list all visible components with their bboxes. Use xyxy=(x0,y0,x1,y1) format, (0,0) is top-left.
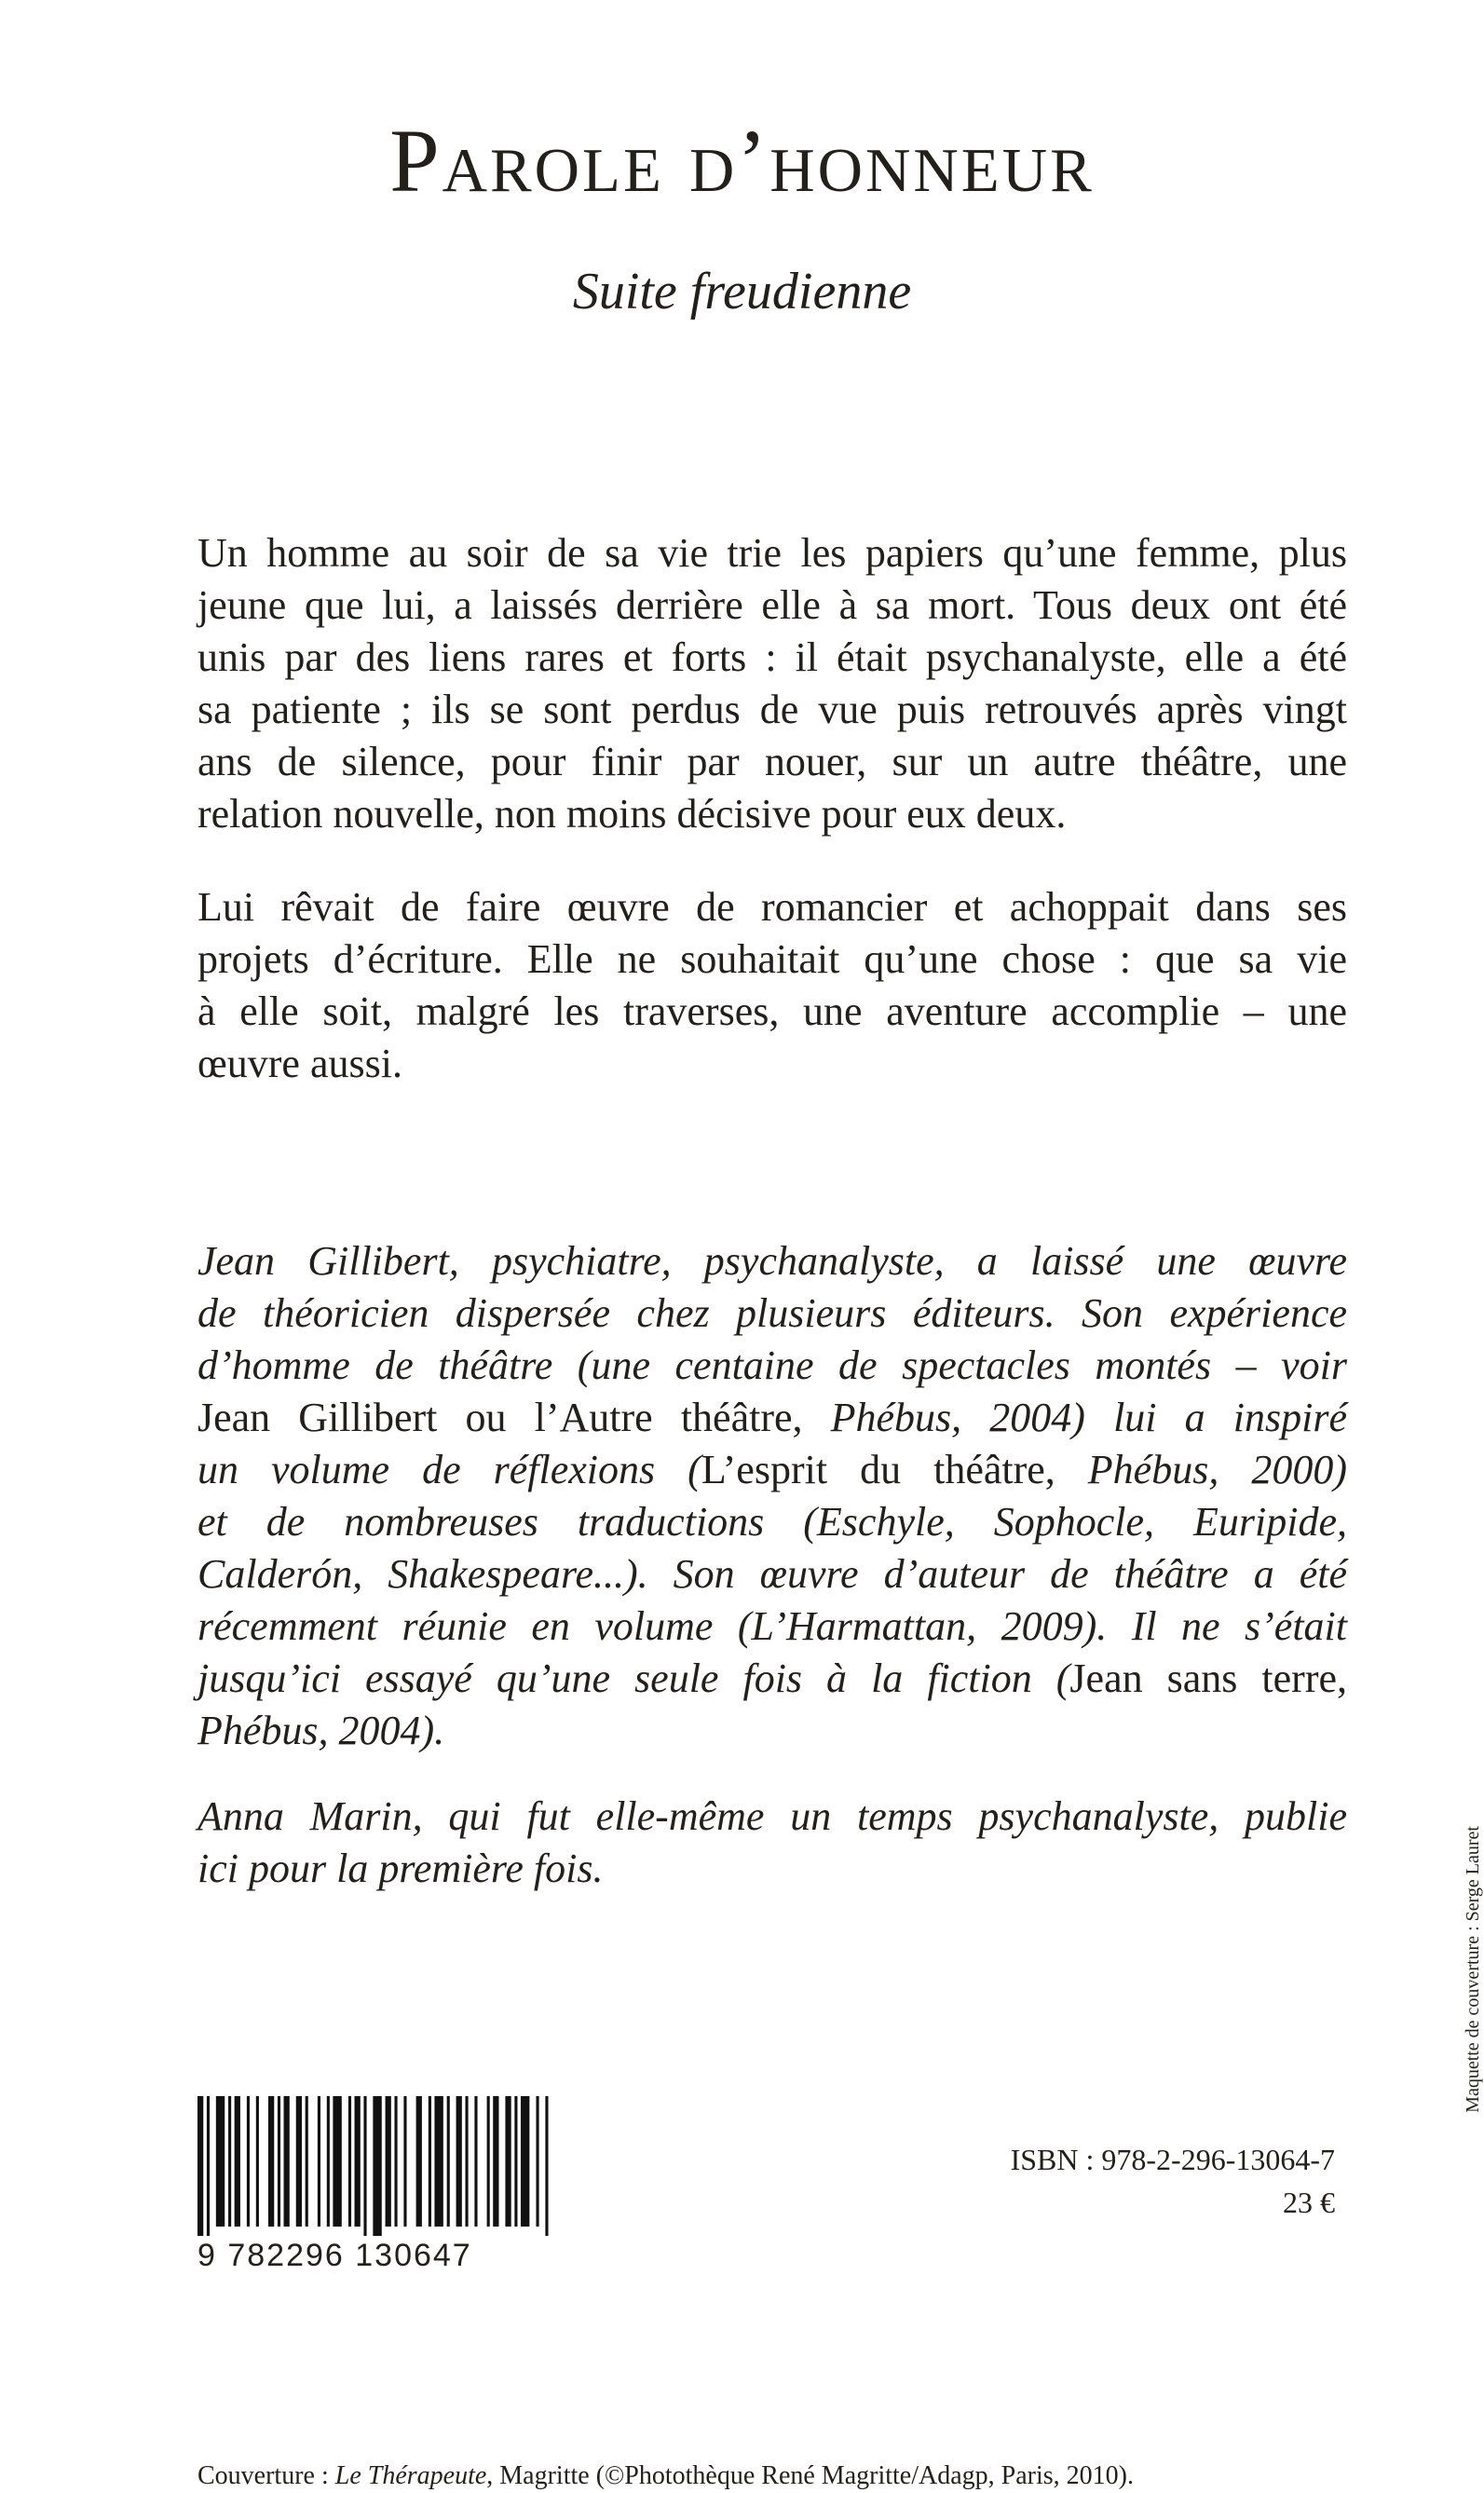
text-line: Un homme au soir de sa vie trie les papiers qu’une femme, plus xyxy=(197,530,1347,576)
cover-credit: Couverture : Le Thérapeute, Magritte (©Photothèque René Magritte/Adagp, Paris, 2010). xyxy=(197,2461,1134,2490)
barcode-bar xyxy=(268,2096,274,2227)
barcode-bar xyxy=(256,2096,259,2227)
barcode-bar xyxy=(394,2096,397,2227)
barcode-bar xyxy=(306,2096,308,2227)
isbn: ISBN : 978-2-296-13064-7 xyxy=(1010,2143,1335,2176)
text-line: projets d’écriture. Elle ne souhaitait qu’une chose : que sa vie xyxy=(197,936,1347,982)
barcode-bar xyxy=(514,2096,517,2227)
coauthor-bio-paragraph xyxy=(197,1791,1347,1895)
barcode-bar xyxy=(536,2096,538,2227)
text-line xyxy=(197,1444,1347,1496)
barcode-bar xyxy=(216,2096,225,2227)
barcode-bar xyxy=(363,2096,366,2236)
title-segment: Jean Gillibert ou l’Autre théâtre, xyxy=(197,1395,803,1440)
barcode-bar xyxy=(505,2096,511,2227)
text-line: œuvre aussi. xyxy=(197,1041,402,1086)
barcode-bar xyxy=(487,2096,490,2227)
barcode-bar xyxy=(197,2096,203,2236)
barcode-bar xyxy=(247,2096,250,2227)
barcode-bar xyxy=(296,2096,302,2227)
barcode-bar xyxy=(434,2096,442,2227)
barcode-bar xyxy=(355,2096,361,2227)
barcode-bar xyxy=(327,2096,330,2227)
title-segment: Jean sans terre, xyxy=(1069,1655,1348,1701)
barcode-bar xyxy=(318,2096,320,2227)
barcode-bar xyxy=(373,2096,381,2236)
text-line: ans de silence, pour finir par nouer, sur un autre théâtre, une xyxy=(197,739,1347,784)
barcode-bar xyxy=(545,2096,548,2236)
book-subtitle: Suite freudienne xyxy=(572,263,912,320)
text-line xyxy=(197,1653,1347,1705)
barcode-bar xyxy=(348,2096,351,2227)
text-line: à elle soit, malgré les traverses, une aventure accomplie – une xyxy=(197,988,1347,1034)
summary-paragraph-2 xyxy=(197,881,1347,1090)
text-line: unis par des liens rares et forts : il était psychanalyste, elle a été xyxy=(197,634,1347,680)
book-title: Parole d’honneur xyxy=(389,111,1095,211)
italic-segment: un volume de réflexions ( xyxy=(197,1447,701,1492)
price: 23 € xyxy=(1283,2186,1335,2219)
author-bio-paragraph xyxy=(197,1235,1347,1757)
barcode-bar xyxy=(228,2096,231,2227)
barcode-bar xyxy=(447,2096,450,2227)
text-line: Calderón, Shakespeare...). Son œuvre d’auteur de théâtre a été xyxy=(197,1551,1347,1597)
text-line: jeune que lui, a laissés derrière elle à sa mort. Tous deux ont été xyxy=(197,582,1347,628)
barcode-bar xyxy=(456,2096,462,2227)
barcode-bar xyxy=(493,2096,498,2227)
barcode-digits: 9 782296 130647 xyxy=(197,2238,472,2273)
text-line: Lui rêvait de faire œuvre de romancier et achoppait dans ses xyxy=(197,884,1347,930)
barcode-bar xyxy=(235,2096,240,2227)
text-line: sa patiente ; ils se sont perdus de vue puis retrouvés après vingt xyxy=(197,687,1347,732)
text-line: et de nombreuses traductions (Eschyle, Sophocle, Euripide, xyxy=(197,1499,1347,1545)
barcode-bar xyxy=(416,2096,422,2227)
barcode-bar xyxy=(386,2096,391,2227)
barcode-bar xyxy=(474,2096,477,2227)
text-line: ici pour la première fois. xyxy=(197,1846,604,1891)
text-line xyxy=(197,1392,1347,1444)
text-line: Phébus, 2004). xyxy=(197,1708,445,1753)
text-line: Anna Marin, qui fut elle-même un temps psychanalyste, publie xyxy=(197,1793,1347,1839)
text-line: de théoricien dispersée chez plusieurs éditeurs. Son expérience xyxy=(197,1290,1347,1336)
text-line: d’homme de théâtre (une centaine de spectacles montés – voir xyxy=(197,1342,1347,1388)
barcode-bar xyxy=(403,2096,406,2227)
barcode-bar xyxy=(465,2096,468,2227)
barcode-bar xyxy=(333,2096,341,2227)
italic-segment: Phébus, 2004) lui a inspiré xyxy=(802,1395,1347,1440)
text-line: Jean Gillibert, psychiatre, psychanalyste, a laissé une œuvre xyxy=(197,1238,1347,1284)
barcode-bar xyxy=(278,2096,280,2227)
text-line: récemment réunie en volume (L’Harmattan, 2009). Il ne s’était xyxy=(197,1603,1347,1649)
title-segment: L’esprit du théâtre, xyxy=(701,1447,1055,1492)
isbn-price-block xyxy=(1011,2138,1335,2224)
italic-segment: jusqu’ici essayé qu’une seule fois à la fiction ( xyxy=(197,1655,1070,1701)
barcode-bar xyxy=(284,2096,290,2227)
barcode-bar xyxy=(207,2096,210,2236)
italic-segment: Phébus, 2000) xyxy=(1055,1447,1347,1492)
text-line: relation nouvelle, non moins décisive pour eux deux. xyxy=(197,791,1067,837)
barcode-bar xyxy=(521,2096,529,2227)
cover-design-credit: Maquette de couverture : Serge Lauret xyxy=(1463,1826,1483,2113)
barcode-bar xyxy=(429,2096,431,2227)
summary-paragraph-1 xyxy=(197,527,1347,840)
